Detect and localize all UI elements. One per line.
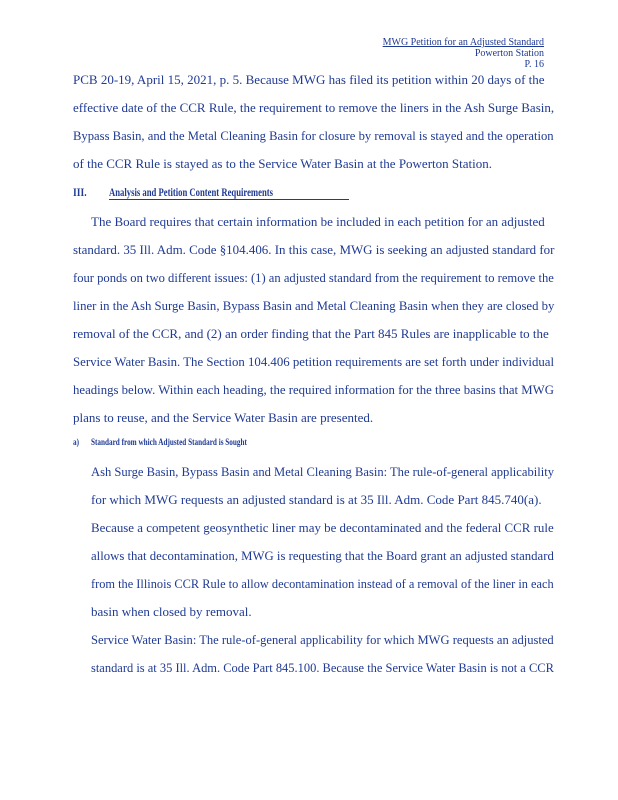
paragraph-line: Bypass Basin, and the Metal Cleaning Basin for closure by removal is stayed and the operation <box>73 128 554 143</box>
paragraph-line: liner in the Ash Surge Basin, Bypass Basin and Metal Cleaning Basin when they are closed by <box>73 298 555 313</box>
running-header-title: MWG Petition for an Adjusted Standard <box>382 37 544 48</box>
paragraph-line: Ash Surge Basin, Bypass Basin and Metal Cleaning Basin: The rule-of-general applicability <box>91 464 554 479</box>
paragraph-line: basin when closed by removal. <box>91 604 252 619</box>
paragraph-line: of the CCR Rule is stayed as to the Service Water Basin at the Powerton Station. <box>73 156 492 171</box>
subsection-heading: Standard from which Adjusted Standard is Sought <box>91 437 247 447</box>
paragraph-line: standard is at 35 Ill. Adm. Code Part 845.100. Because the Service Water Basin is not a CCR <box>91 660 554 675</box>
page-number: P. 16 <box>524 59 544 70</box>
paragraph-line: PCB 20-19, April 15, 2021, p. 5. Because MWG has filed its petition within 20 days of the <box>73 72 545 87</box>
paragraph-line: from the Illinois CCR Rule to allow decontamination instead of a removal of the liner in each <box>91 576 554 591</box>
subsection-label: a) <box>73 437 79 447</box>
section-heading: Analysis and Petition Content Requirements <box>109 185 274 199</box>
section-number: III. <box>73 185 87 199</box>
paragraph-line: plans to reuse, and the Service Water Basin are presented. <box>73 410 374 425</box>
paragraph-line: Service Water Basin: The rule-of-general applicability for which MWG requests an adjusted <box>91 632 554 647</box>
paragraph-line: effective date of the CCR Rule, the requirement to remove the liners in the Ash Surge Basin, <box>73 100 555 115</box>
paragraph-line: for which MWG requests an adjusted standard is at 35 Ill. Adm. Code Part 845.740(a). <box>91 492 542 507</box>
section-underline <box>109 199 349 200</box>
paragraph-line: four ponds on two different issues: (1) an adjusted standard from the requirement to remove the <box>73 270 554 285</box>
paragraph-line: Because a competent geosynthetic liner may be decontaminated and the federal CCR rule <box>91 520 554 535</box>
paragraph-line: allows that decontamination, MWG is requesting that the Board grant an adjusted standard <box>91 548 554 563</box>
paragraph-line: headings below. Within each heading, the required information for the three basins that MWG <box>73 382 554 397</box>
paragraph-line: standard. 35 Ill. Adm. Code §104.406. In this case, MWG is seeking an adjusted standard for <box>73 242 555 257</box>
paragraph-line: removal of the CCR, and (2) an order finding that the Part 845 Rules are inapplicable to the <box>73 326 549 341</box>
running-header-station: Powerton Station <box>474 48 544 59</box>
paragraph-line: Service Water Basin. The Section 104.406 petition requirements are set forth under individual <box>73 354 555 369</box>
paragraph-line: The Board requires that certain information be included in each petition for an adjusted <box>91 214 545 229</box>
